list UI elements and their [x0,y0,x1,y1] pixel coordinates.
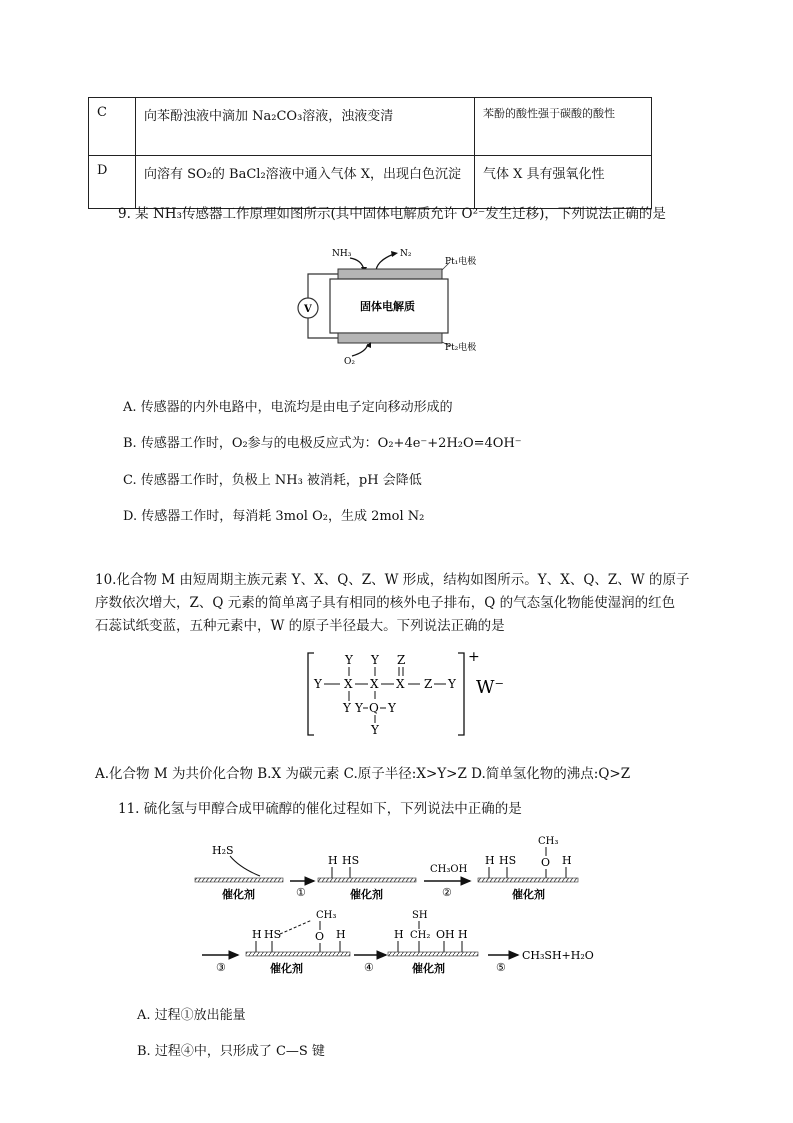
electrolyte-label: 固体电解质 [360,300,415,313]
atom-o: O [315,930,325,943]
catalyst-label: 催化剂 [512,888,545,901]
voltmeter-label: V [304,304,312,315]
step4-label: ④ [364,961,374,974]
anion-label: W⁻ [476,677,505,698]
q10-stem-line2: 序数依次增大，Z、Q 元素的简单离子具有相同的核外电子排布，Q 的气态氢化物能使湿润的红色 [95,595,676,611]
atom-y: Y [448,677,456,691]
oh-label: OH [436,928,455,941]
pt2-label: Pt₂电极 [445,343,477,353]
atom-o: O [541,856,551,869]
atom-h: H [562,854,572,867]
row-operation: 向溶有 SO₂的 BaCl₂溶液中通入气体 X，出现白色沉淀 [136,156,475,209]
group-hs: HS [499,854,517,867]
atom-h: H [336,928,346,941]
q10-options: A.化合物 M 为共价化合物 B.X 为碳元素 C.原子半径:X>Y>Z D.简单氢化物的沸点:Q>Z [95,766,631,782]
catalyst-label: 催化剂 [222,888,255,901]
row-label: D [89,156,136,209]
atom-h: H [458,928,468,941]
pt2-electrode [338,333,442,343]
nh3-sensor-diagram [290,240,500,370]
n2-label: N₂ [400,249,412,259]
atom-y: Y [371,723,379,737]
catalyst-label: 催化剂 [350,888,383,901]
compound-m-structure [300,645,530,741]
atom-x: X [344,677,353,691]
catalyst-label: 催化剂 [412,962,445,975]
q10-stem-line3: 石蕊试纸变蓝，五种元素中，W 的原子半径最大。下列说法正确的是 [95,618,505,634]
ch2-label: CH₂ [410,930,431,941]
q10-stem-line1: 10.化合物 M 由短周期主族元素 Y、X、Q、Z、W 形成，结构如图所示。Y、X、Q、Z、W 的原子 [95,572,690,588]
atom-z: Z [397,653,406,667]
row-label: C [89,98,136,156]
group-hs: HS [264,928,282,941]
atom-h: H [252,928,262,941]
atom-y: Y [388,701,396,715]
table-row [89,156,652,209]
o2-label: O₂ [344,357,355,367]
h2s-approach-line [230,856,260,876]
nh3-label: NH₃ [332,249,352,259]
catalyst-label: 催化剂 [270,962,303,975]
q9-stem: 9. 某 NH₃传感器工作原理如图所示(其中固体电解质允许 O²⁻发生迁移)，下列说法正确的是 [118,206,666,222]
atom-h: H [394,928,404,941]
ch3-label: CH₃ [316,910,337,921]
experiment-table [88,97,652,209]
atom-y: Y [371,653,379,667]
atom-y: Y [345,653,353,667]
catalyst-surface [195,878,283,882]
atom-h: H [328,854,338,867]
atom-y: Y [343,701,351,715]
pt1-electrode [338,269,442,279]
atom-q: Q [369,701,379,715]
cation-charge: + [468,649,480,665]
atom-y: Y [355,701,363,715]
group-hs: HS [342,854,360,867]
atom-h: H [485,854,495,867]
q11-stem: 11. 硫化氢与甲醇合成甲硫醇的催化过程如下，下列说法中正确的是 [118,801,522,817]
q9-option-b: B. 传感器工作时，O₂参与的电极反应式为：O₂+4e⁻+2H₂O=4OH⁻ [123,436,522,451]
q9-option-c: C. 传感器工作时，负极上 NH₃ 被消耗，pH 会降低 [123,473,422,488]
step1-label: ① [296,886,306,899]
q9-option-d: D. 传感器工作时，每消耗 3mol O₂，生成 2mol N₂ [123,509,425,524]
o2-arrow [352,344,368,356]
row-conclusion: 苯酚的酸性强于碳酸的酸性 [475,98,652,156]
atom-z: Z [424,677,433,691]
table-row [89,98,652,156]
n2-arrow [376,254,394,270]
h2s-label: H₂S [212,844,234,857]
step5-label: ⑤ [496,961,506,974]
sh-label: SH [412,910,428,921]
pt1-label: Pt₁电极 [445,257,477,267]
atom-y: Y [314,677,322,691]
catalysis-process-diagram [190,828,610,978]
row-conclusion: 气体 X 具有强氧化性 [475,156,652,209]
ch3oh-label: CH₃OH [430,864,468,875]
q11-option-b: B. 过程④中，只形成了 C—S 键 [137,1044,325,1059]
step3-label: ③ [216,961,226,974]
product-label: CH₃SH+H₂O [522,949,594,962]
step2-label: ② [442,886,452,899]
row-operation: 向苯酚浊液中滴加 Na₂CO₃溶液，浊液变清 [136,98,475,156]
q9-option-a: A. 传感器的内外电路中，电流均是由电子定向移动形成的 [123,400,453,415]
atom-x: X [370,677,379,691]
ch3-label: CH₃ [538,836,559,847]
atom-x: X [396,677,405,691]
q11-option-a: A. 过程①放出能量 [137,1008,246,1023]
